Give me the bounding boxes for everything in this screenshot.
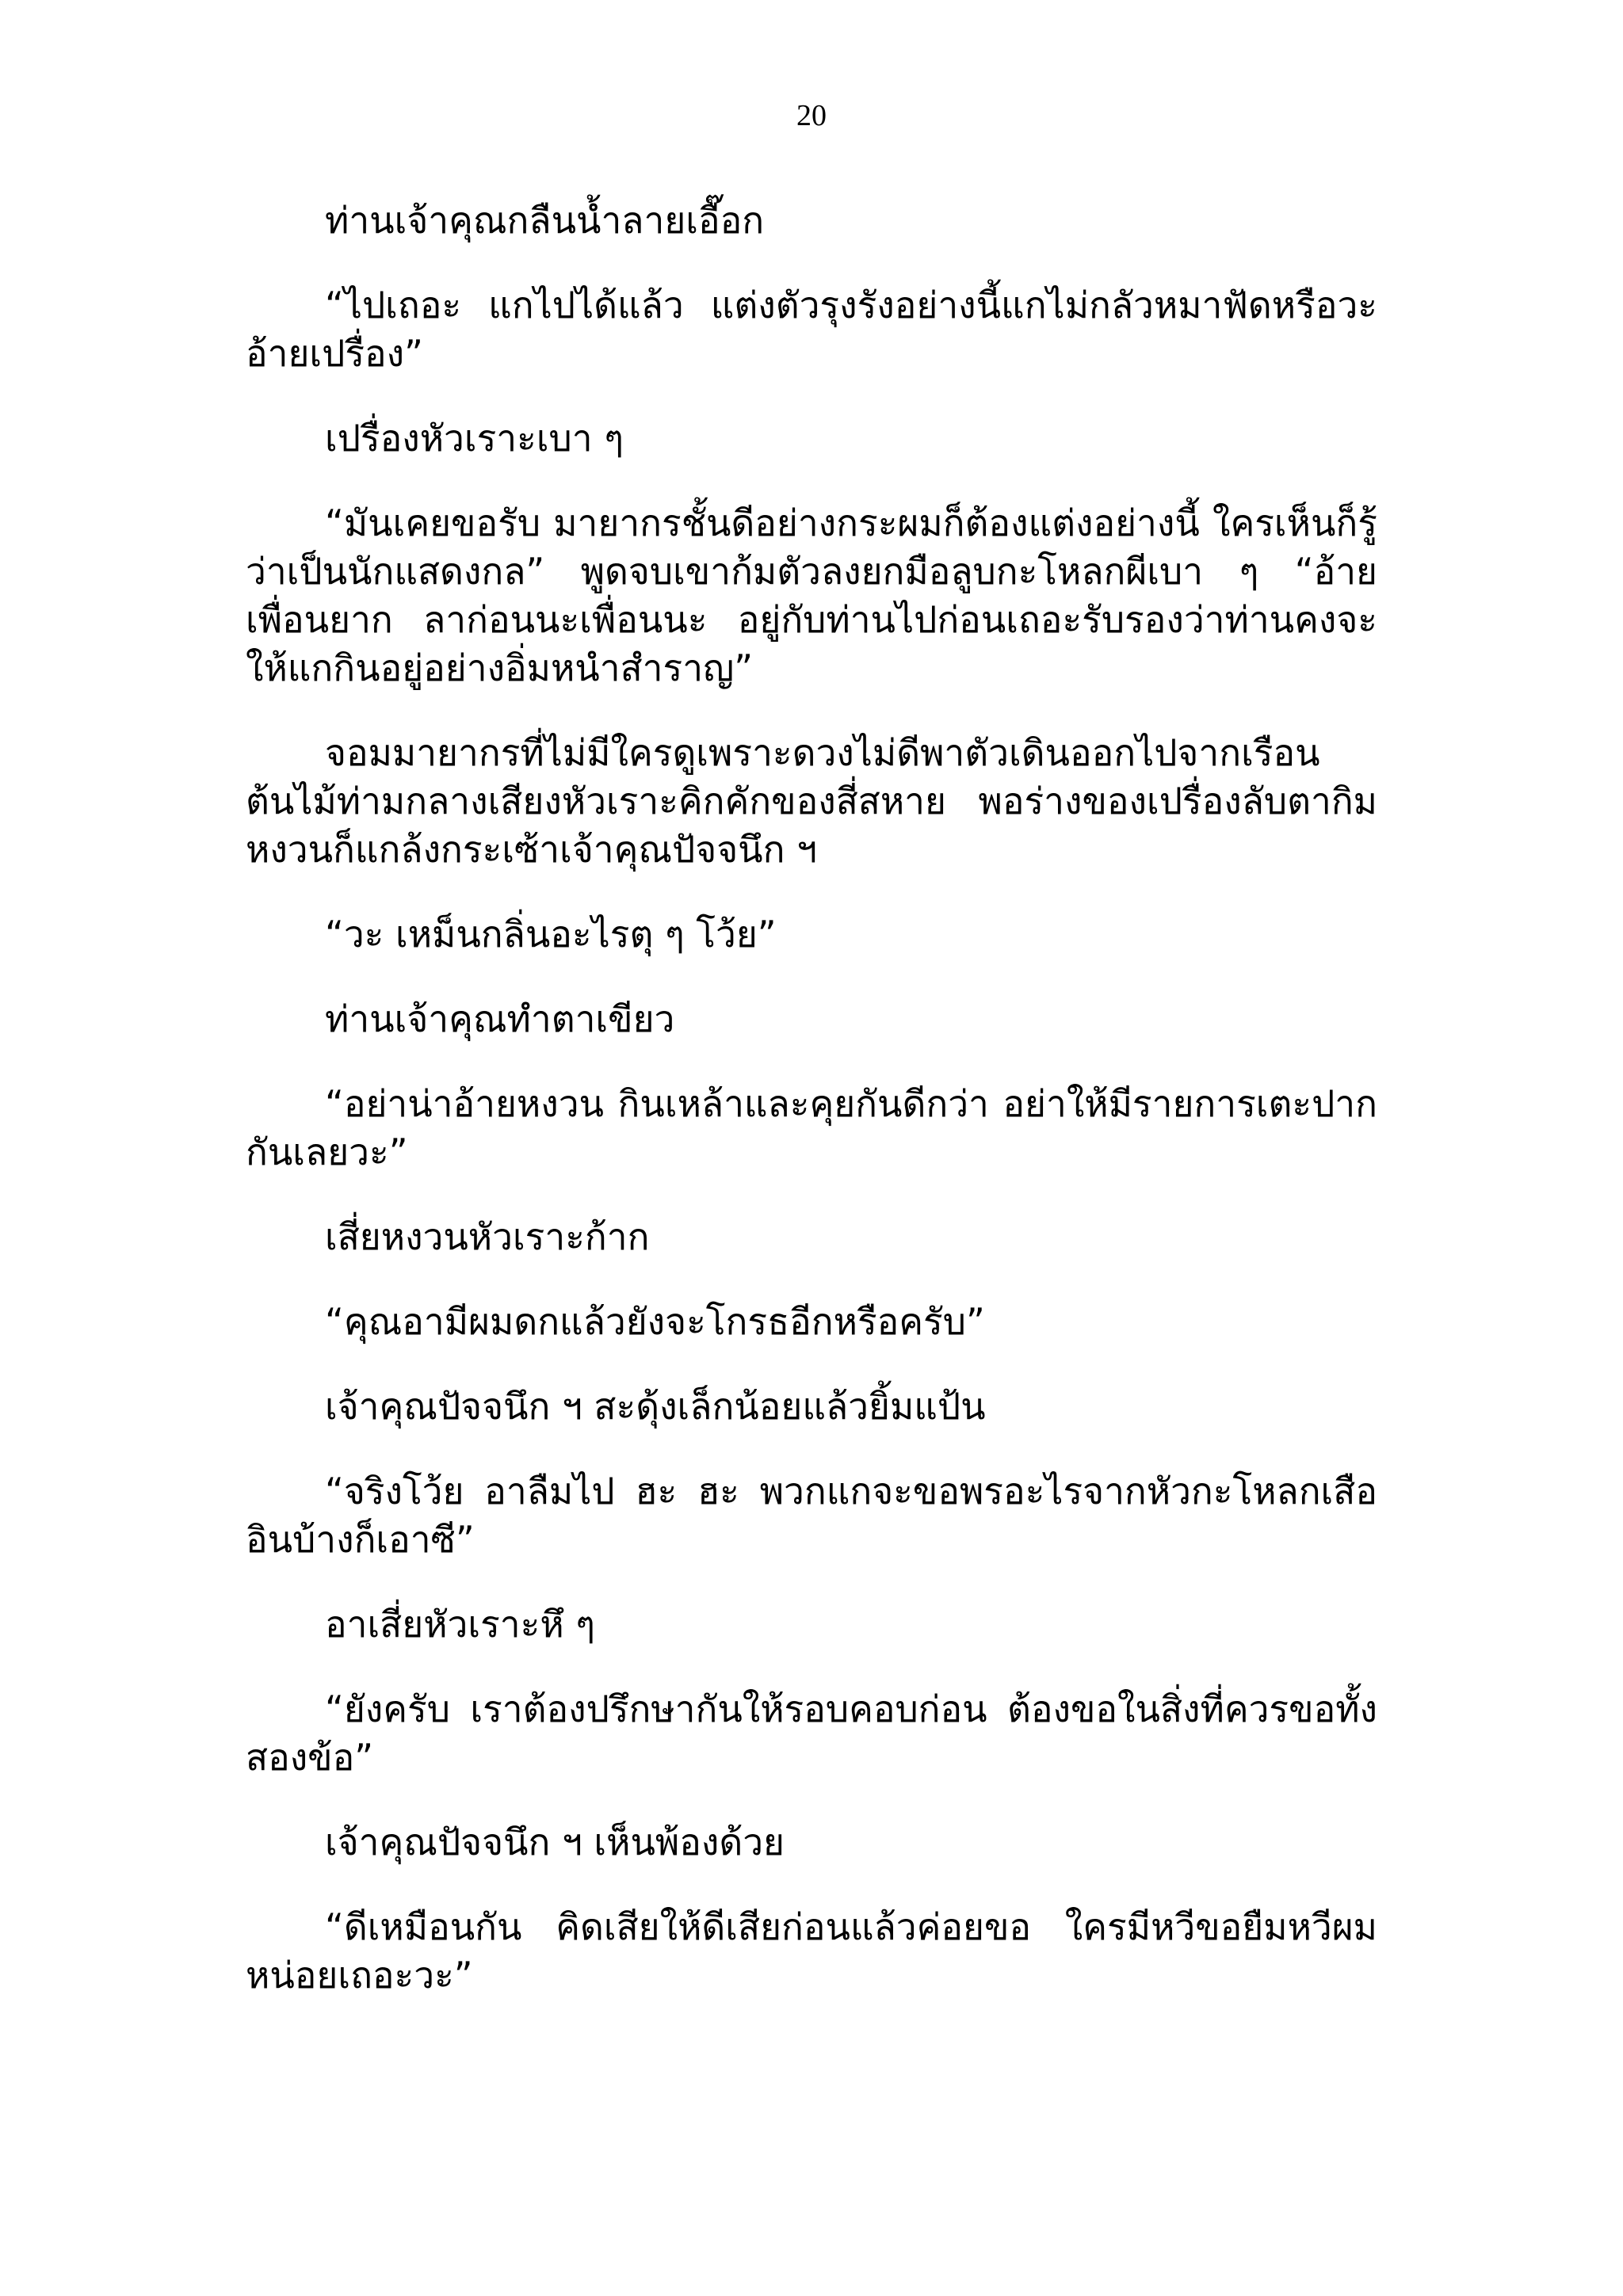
paragraph: เสี่ยหงวนหัวเราะก้าก — [325, 1215, 650, 1258]
paragraph: “อย่าน่าอ้ายหงวน กินเหล้าและคุยกันดีกว่า อย่าให้มีรายการเตะปากกันเลยวะ” — [246, 1082, 1377, 1173]
body-text — [246, 196, 1377, 2036]
paragraph: “ยังครับ เราต้องปรึกษากันให้รอบคอบก่อน ต้องขอในสิ่งที่ควรขอทั้งสองข้อ” — [246, 1688, 1377, 1779]
paragraph: เปรื่องหัวเราะเบา ๆ — [325, 417, 624, 460]
paragraph: เจ้าคุณปัจจนึก ฯ สะดุ้งเล็กน้อยแล้วยิ้มแป้น — [325, 1385, 986, 1428]
paragraph: “คุณอามีผมดกแล้วยังจะโกรธอีกหรือครับ” — [325, 1300, 985, 1343]
paragraph: จอมมายากรที่ไม่มีใครดูเพราะดวงไม่ดีพาตัวเดินออกไปจากเรือนต้นไม้ท่ามกลางเสียงหัวเราะคิกคักของสี่สหาย พอร่างของเปรื่องลับตากิมหงวนก็แกล้งกระเซ้าเจ้าคุณปัจจนึก ฯ — [246, 731, 1377, 871]
paragraph: เจ้าคุณปัจจนึก ฯ เห็นพ้องด้วย — [325, 1821, 785, 1863]
paragraph: “มันเคยขอรับ มายากรชั้นดีอย่างกระผมก็ต้องแต่งอย่างนี้ ใครเห็นก็รู้ว่าเป็นนักแสดงกล” พูดจบเขาก้มตัวลงยกมือลูบกะโหลกผีเบา ๆ “อ้ายเพื่อนยาก ลาก่อนนะเพื่อนนะ อยู่กับท่านไปก่อนเถอะรับรองว่าท่านคงจะให้แกกินอยู่อย่างอิ่มหนำสำราญ” — [246, 502, 1377, 689]
paragraph: ท่านเจ้าคุณกลืนน้ำลายเอื๊อก — [325, 199, 765, 242]
paragraph: “วะ เหม็นกลิ่นอะไรตุ ๆ โว้ย” — [325, 913, 777, 955]
paragraph: “ดีเหมือนกัน คิดเสียให้ดีเสียก่อนแล้วค่อยขอ ใครมีหวีขอยืมหวีผมหน่อยเถอะวะ” — [246, 1905, 1377, 1997]
page-number: 20 — [796, 99, 827, 132]
paragraph: อาเสี่ยหัวเราะหึ ๆ — [325, 1603, 595, 1646]
paragraph: “ไปเถอะ แกไปได้แล้ว แต่งตัวรุงรังอย่างนี้แกไม่กลัวหมาฟัดหรือวะอ้ายเปรื่อง” — [246, 284, 1377, 375]
paragraph: ท่านเจ้าคุณทำตาเขียว — [325, 997, 675, 1040]
paragraph: “จริงโว้ย อาลืมไป ฮะ ฮะ พวกแกจะขอพรอะไรจากหัวกะโหลกเสืออินบ้างก็เอาซี” — [246, 1470, 1377, 1561]
